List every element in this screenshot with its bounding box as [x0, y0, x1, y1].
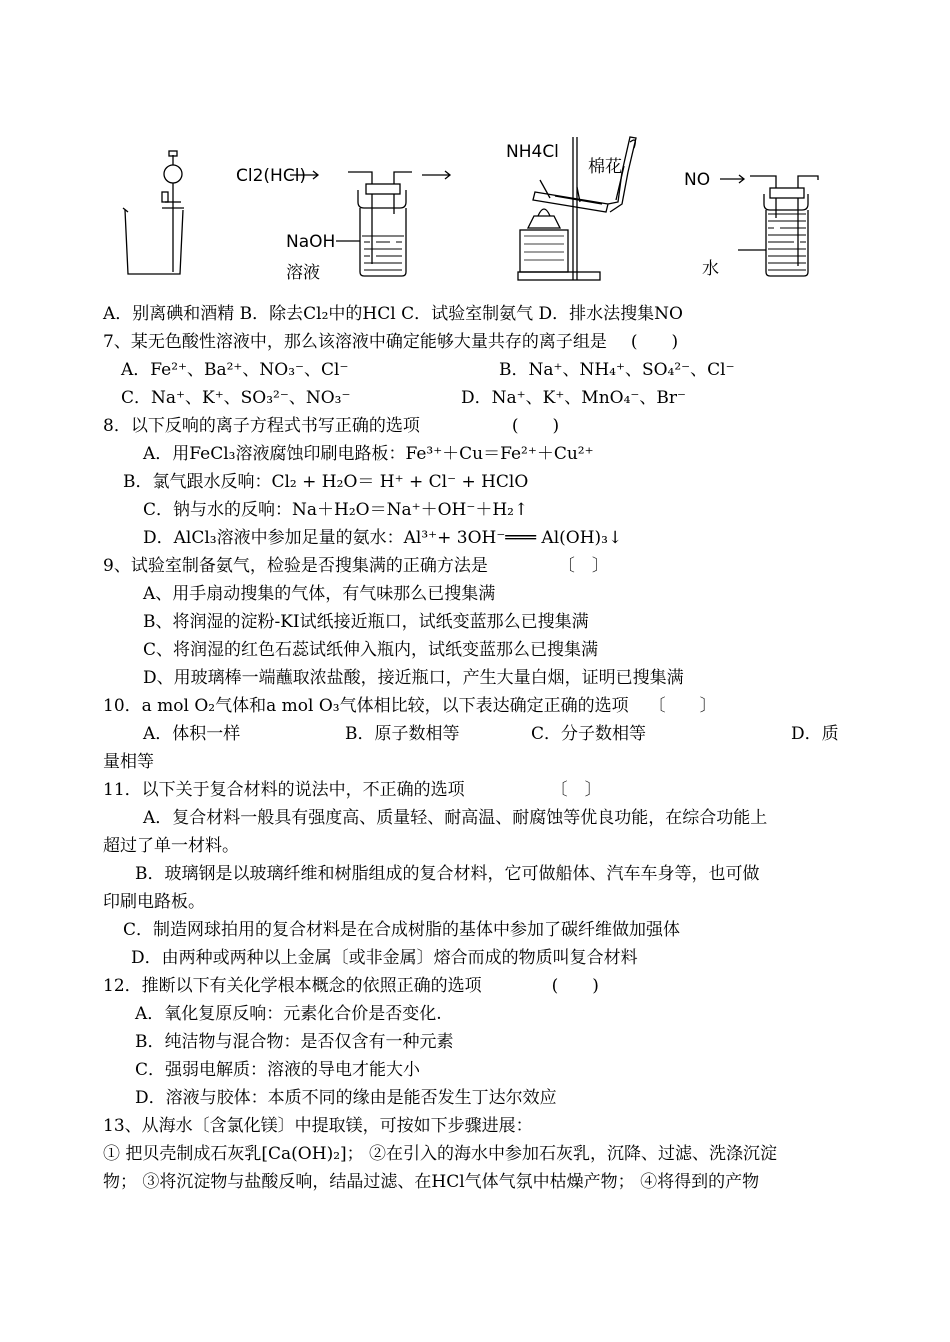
- q11-stem-text: 11．以下关于复合材料的说法中，不正确的选项: [103, 780, 465, 800]
- q8-option-b: B．氯气跟水反响：Cl₂ + H₂O＝ H⁺ + Cl⁻ + HClO: [123, 472, 529, 492]
- q11-option-a-line2: 超过了单一材料。: [103, 836, 239, 856]
- q8-option-a: A．用FeCl₃溶液腐蚀印刷电路板：Fe³⁺＋Cu＝Fe²⁺＋Cu²⁺: [143, 444, 594, 464]
- q11-option-a-line1: A．复合材料一般具有强度高、质量轻、耐高温、耐腐蚀等优良功能，在综合功能上: [143, 808, 768, 828]
- label-solution: 溶液: [286, 263, 320, 283]
- q7-stem: [103, 328, 678, 356]
- q10-option-a: A．体积一样: [143, 724, 241, 744]
- q7-bracket: ( ): [630, 332, 679, 352]
- q10-option-d-continued: 量相等: [103, 752, 154, 772]
- figure-d-water-collection: [720, 175, 818, 276]
- label-water: 水: [702, 259, 719, 279]
- label-naoh: NaOH: [286, 232, 336, 252]
- label-nh4cl: NH4Cl: [506, 142, 559, 162]
- figure-b-liquid: [362, 236, 404, 270]
- q9-option-d: D、用玻璃棒一端蘸取浓盐酸，接近瓶口，产生大量白烟，证明已搜集满: [143, 668, 684, 688]
- q11-option-b-line2: 印刷电路板。: [103, 892, 205, 912]
- q9-bracket: 〔 〕: [557, 556, 609, 576]
- q11-stem: [103, 776, 602, 804]
- q13-steps-line1: ① 把贝壳制成石灰乳[Ca(OH)₂]； ②在引入的海水中参加石灰乳，沉降、过滤、洗涤沉淀: [103, 1144, 778, 1164]
- label-cl2-hcl: Cl2(HCl): [236, 166, 307, 186]
- figure-d-water: [768, 214, 806, 270]
- q12-stem-text: 12．推断以下有关化学根本概念的依照正确的选项: [103, 976, 482, 996]
- q10-option-b: B．原子数相等: [345, 724, 460, 744]
- q7-option-a: A．Fe²⁺、Ba²⁺、NO₃⁻、Cl⁻: [121, 360, 349, 380]
- q13-steps-line2: 物； ③将沉淀物与盐酸反响，结晶过滤、在HCl气体气氛中枯燥产物； ④将得到的产物: [103, 1172, 760, 1192]
- q8-option-d: D．AlCl₃溶液中参加足量的氨水：Al³⁺+ 3OH⁻═══ Al(OH)₃↓: [143, 528, 623, 548]
- q10-bracket: 〔 〕: [648, 696, 717, 716]
- q10-stem-text: 10．a mol O₂气体和a mol O₃气体相比较，以下表达确定正确的选项: [103, 696, 629, 716]
- q9-option-c: C、将润湿的红色石蕊试纸伸入瓶内，试纸变蓝那么已搜集满: [143, 640, 599, 660]
- q10-option-d: D．质: [791, 724, 839, 744]
- q10-stem: [103, 692, 717, 720]
- q10-option-c: C．分子数相等: [531, 724, 647, 744]
- apparatus-figures: [110, 132, 850, 292]
- q11-option-d: D．由两种或两种以上金属〔或非金属〕熔合而成的物质叫复合材料: [131, 948, 638, 968]
- q8-stem: [103, 412, 559, 440]
- q7-stem-text: 7、某无色酸性溶液中，那么该溶液中确定能够大量共存的离子组是: [103, 332, 607, 352]
- q12-option-a: A．氧化复原反响：元素化合价是否变化.: [135, 1004, 442, 1024]
- q9-stem-text: 9、试验室制备氨气，检验是否搜集满的正确方法是: [103, 556, 488, 576]
- label-no: NO: [684, 170, 711, 190]
- q12-stem: [103, 972, 599, 1000]
- q12-option-d: D．溶液与胶体：本质不同的缘由是能否发生丁达尔效应: [135, 1088, 557, 1108]
- q11-bracket: 〔 〕: [550, 780, 602, 800]
- q9-option-b: B、将润湿的淀粉-KI试纸接近瓶口，试纸变蓝那么已搜集满: [143, 612, 589, 632]
- figure-caption: A．别离碘和酒精 B．除去Cl₂中的HCl C．试验室制氨气 D．排水法搜集NO: [103, 304, 683, 324]
- q9-stem: [103, 552, 609, 580]
- q11-option-b-line1: B．玻璃钢是以玻璃纤维和树脂组成的复合材料，它可做船体、汽车车身等，也可做: [135, 864, 760, 884]
- apparatus-drawings: [110, 132, 850, 292]
- q7-option-d: D．Na⁺、K⁺、MnO₄⁻、Br⁻: [461, 388, 686, 408]
- q7-option-c: C．Na⁺、K⁺、SO₃²⁻、NO₃⁻: [121, 388, 351, 408]
- q12-option-b: B．纯洁物与混合物：是否仅含有一种元素: [135, 1032, 454, 1052]
- label-cotton: 棉花: [588, 157, 622, 177]
- figure-a-separatory-funnel: [123, 151, 184, 274]
- q8-option-c: C．钠与水的反响：Na＋H₂O＝Na⁺＋OH⁻＋H₂↑: [143, 500, 529, 520]
- q11-option-c: C．制造网球拍用的复合材料是在合成树脂的基体中参加了碳纤维做加强体: [123, 920, 681, 940]
- q12-bracket: ( ): [551, 976, 599, 996]
- q9-option-a: A、用手扇动搜集的气体，有气味那么已搜集满: [143, 584, 496, 604]
- q13-stem: 13、从海水〔含氯化镁〕中提取镁，可按如下步骤进展：: [103, 1116, 533, 1136]
- q12-option-c: C．强弱电解质：溶液的导电才能大小: [135, 1060, 421, 1080]
- q7-option-b: B．Na⁺、NH₄⁺、SO₄²⁻、Cl⁻: [499, 360, 735, 380]
- q8-bracket: ( ): [511, 416, 560, 436]
- q8-stem-text: 8．以下反响的离子方程式书写正确的选项: [103, 416, 420, 436]
